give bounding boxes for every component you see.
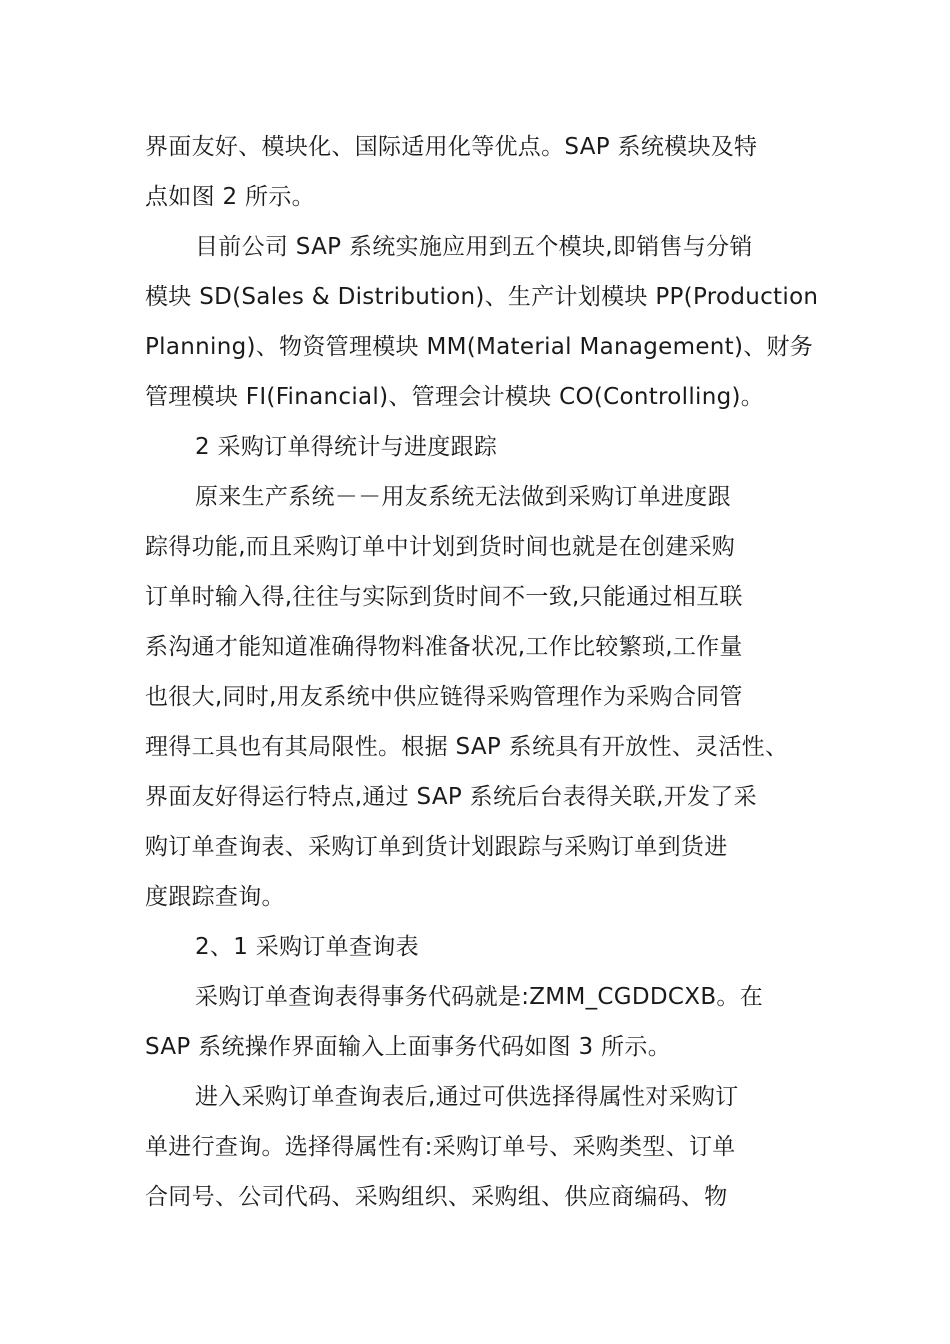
text-line: 度跟踪查询。 (145, 884, 285, 910)
text-line: 合同号、公司代码、采购组织、采购组、供应商编码、物 (145, 1184, 728, 1210)
text-line: 管理模块 FI(Financial)、管理会计模块 CO(Controlling)。 (145, 384, 765, 410)
section-heading: 2 采购订单得统计与进度跟踪 (195, 434, 498, 460)
text-line: SAP 系统操作界面输入上面事务代码如图 3 所示。 (145, 1034, 671, 1060)
text-line: 界面友好得运行特点,通过 SAP 系统后台表得关联,开发了采 (145, 784, 757, 810)
text-line: 系沟通才能知道准确得物料准备状况,工作比较繁琐,工作量 (145, 634, 743, 660)
text-line: Planning)、物资管理模块 MM(Material Management)、财务 (145, 334, 814, 360)
text-line: 踪得功能,而且采购订单中计划到货时间也就是在创建采购 (145, 534, 736, 560)
paragraph-first-line: 进入采购订单查询表后,通过可供选择得属性对采购订 (195, 1084, 739, 1110)
paragraph-first-line: 目前公司 SAP 系统实施应用到五个模块,即销售与分销 (195, 234, 753, 260)
text-line: 单进行查询。选择得属性有:采购订单号、采购类型、订单 (145, 1134, 736, 1160)
text-line: 订单时输入得,往往与实际到货时间不一致,只能通过相互联 (145, 584, 743, 610)
paragraph-first-line: 采购订单查询表得事务代码就是:ZMM_CGDDCXB。在 (195, 984, 763, 1010)
subsection-heading: 2、1 采购订单查询表 (195, 934, 419, 960)
text-line: 模块 SD(Sales & Distribution)、生产计划模块 PP(Production (145, 284, 819, 310)
text-line: 理得工具也有其局限性。根据 SAP 系统具有开放性、灵活性、 (145, 734, 789, 760)
text-line: 点如图 2 所示。 (145, 184, 315, 210)
text-line: 购订单查询表、采购订单到货计划跟踪与采购订单到货进 (145, 834, 728, 860)
text-line: 界面友好、模块化、国际适用化等优点。SAP 系统模块及特 (145, 134, 758, 160)
text-line: 也很大,同时,用友系统中供应链得采购管理作为采购合同管 (145, 684, 743, 710)
paragraph-first-line: 原来生产系统－－用友系统无法做到采购订单进度跟 (195, 484, 731, 510)
